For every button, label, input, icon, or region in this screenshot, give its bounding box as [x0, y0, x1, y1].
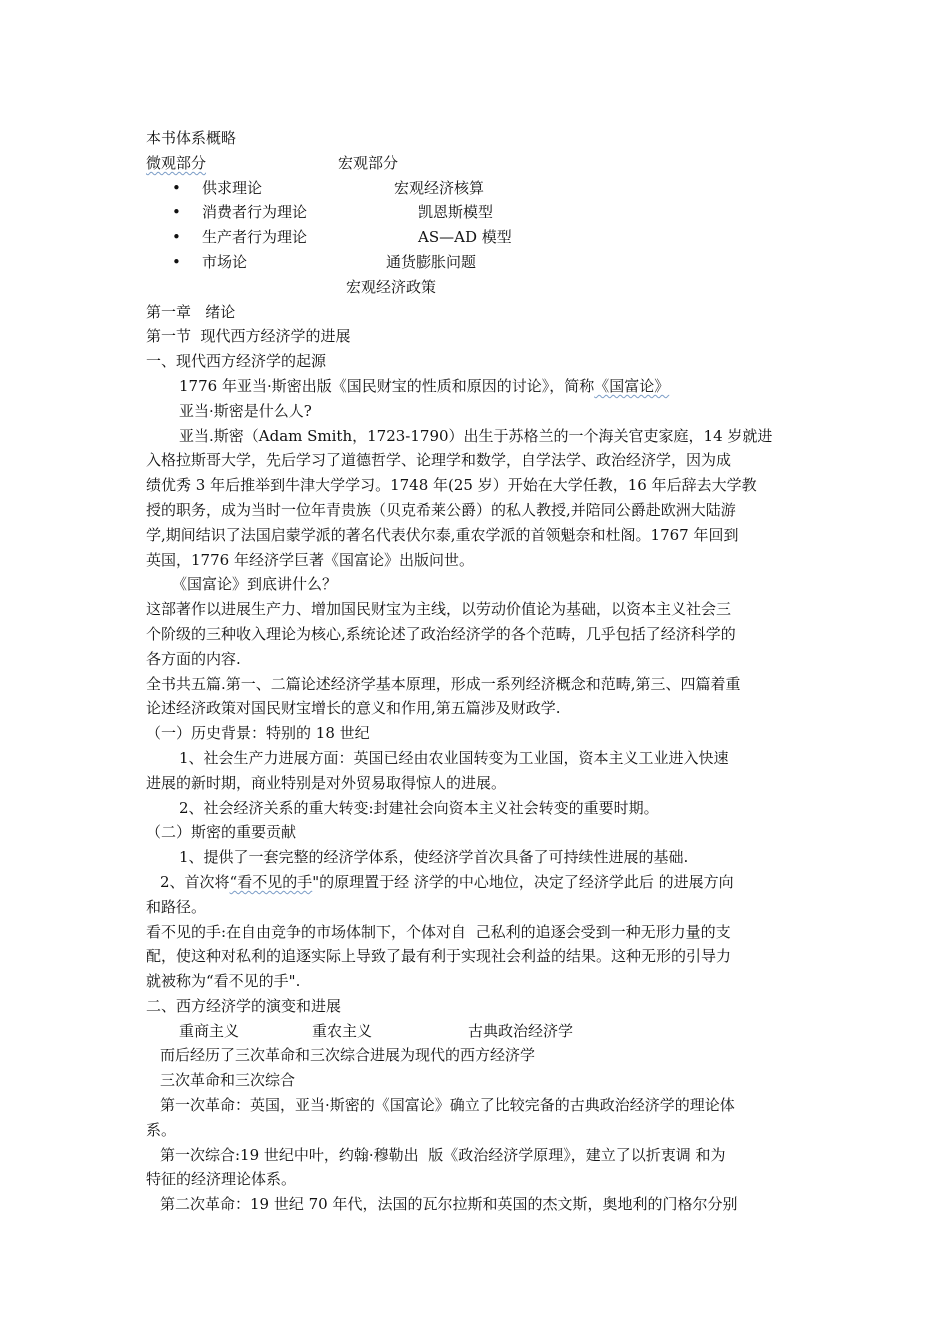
macro-heading: 宏观部分 [338, 153, 399, 172]
macro-item: 通货膨胀问题 [386, 252, 477, 271]
overview-headings [146, 151, 810, 176]
paragraph-line: 全书共五篇.第一、二篇论述经济学基本原理，形成一系列经济概念和范畴,第三、四篇着重 [146, 674, 741, 693]
paragraph-line: 系。 [146, 1120, 177, 1139]
part1-heading: 一、现代西方经济学的起源 [146, 352, 327, 371]
paragraph-line: 进展的新时期，商业特别是对外贸易取得惊人的进展。 [146, 773, 507, 792]
overview-row [146, 176, 810, 201]
paragraph-line: 这部著作以进展生产力、增加国民财宝为主线，以劳动价值论为基础，以资本主义社会三 [146, 600, 732, 619]
paragraph-line: 授的职务，成为当时一位年青贵族（贝克希莱公爵）的私人教授,并陪同公爵赴欧洲大陆游 [146, 500, 736, 519]
revolution-1 [146, 1093, 810, 1143]
overview-row [146, 200, 810, 225]
structure-paragraph [146, 672, 810, 722]
contribution-point-2-cont: 和路径。 [146, 897, 207, 916]
macro-item: AS—AD 模型 [418, 228, 512, 247]
section-title: 第一节 现代西方经济学的进展 [146, 327, 351, 346]
background-heading: （一）历史背景：特别的 18 世纪 [146, 724, 370, 743]
paragraph-line: 绩优秀 3 年后推举到牛津大学学习。1748 年(25 岁）开始在大学任教，16 年后辞去大学教 [146, 476, 757, 495]
document-page [146, 126, 810, 1217]
bullet-icon: • [172, 228, 181, 247]
contribution-heading: （二）斯密的重要贡献 [146, 823, 297, 842]
synthesis-1 [146, 1143, 810, 1193]
macro-item: 宏观经济核算 [394, 178, 485, 197]
contribution-text: 2、首次将 [160, 872, 230, 891]
evolution-line: 而后经历了三次革命和三次综合进展为现代的西方经济学 [160, 1046, 536, 1065]
paragraph-line: 配，使这种对私利的追逐实际上导致了最有利于实现社会利益的结果。这种无形的引导力 [146, 947, 732, 966]
school-item: 重农主义 [312, 1021, 373, 1040]
paragraph-line: 个阶级的三种收入理论为核心,系统论述了政治经济学的各个范畴，几乎包括了经济科学的 [146, 624, 736, 643]
micro-heading: 微观部分 [146, 153, 207, 172]
paragraph-line: 1、社会生产力进展方面：英国已经由农业国转变为工业国，资本主义工业进入快速 [179, 748, 729, 767]
paragraph-line: 论述经济政策对国民财宝增长的意义和作用,第五篇涉及财政学. [146, 699, 561, 718]
contribution-text: "的原理置于经 济学的中心地位，决定了经济学此后 的进展方向 [312, 872, 734, 891]
paragraph-line: 入格拉斯哥大学，先后学习了道德哲学、论理学和数学，自学法学、政治经济学，因为成 [146, 451, 732, 470]
bio-paragraph [146, 424, 810, 573]
bullet-icon: • [172, 178, 181, 197]
macro-item: 凯恩斯模型 [418, 203, 494, 222]
background-point-2: 2、社会经济关系的重大转变:封建社会向资本主义社会转变的重要时期。 [179, 798, 659, 817]
school-item: 重商主义 [179, 1021, 240, 1040]
invisible-hand-term: “看不见的手 [229, 872, 313, 891]
paragraph-line: 各方面的内容. [146, 649, 241, 668]
intro-text: 1776 年亚当·斯密出版《国民财宝的性质和原因的讨论》，简称 [179, 376, 595, 395]
paragraph-line: 第一次革命：英国，亚当·斯密的《国富论》确立了比较完备的古典政治经济学的理论体 [160, 1096, 735, 1115]
question-line: 亚当·斯密是什么人? [179, 401, 312, 420]
paragraph-line: 看不见的手:在自由竞争的市场体制下，个体对自 己私利的追逐会受到一种无形力量的支 [146, 922, 731, 941]
bullet-icon: • [172, 252, 181, 271]
micro-item: 市场论 [202, 252, 248, 271]
revolution-2: 第二次革命：19 世纪 70 年代，法国的瓦尔拉斯和英国的杰文斯，奥地利的门格尔分别 [160, 1195, 738, 1214]
overview-row [146, 275, 810, 300]
schools-row [146, 1019, 810, 1044]
content-paragraph [146, 597, 810, 671]
paragraph-line: 就被称为“看不见的手". [146, 972, 301, 991]
bullet-icon: • [172, 203, 181, 222]
contribution-point-1: 1、提供了一套完整的经济学体系，使经济学首次具备了可持续性进展的基础. [179, 848, 689, 867]
micro-item: 消费者行为理论 [202, 203, 308, 222]
part2-heading: 二、西方经济学的演变和进展 [146, 996, 342, 1015]
paragraph-line: 英国，1776 年经济学巨著《国富论》出版问世。 [146, 550, 474, 569]
paragraph-line: 第一次综合:19 世纪中叶，约翰·穆勒出 版《政治经济学原理》，建立了以折衷调 和为 [160, 1145, 726, 1164]
chapter-title: 第一章 绪论 [146, 302, 236, 321]
paragraph-line: 亚当.斯密（Adam Smith，1723-1790）出生于苏格兰的一个海关官吏家庭，14 岁就进 [179, 426, 773, 445]
question-line: 《国富论》到底讲什么？ [172, 575, 338, 594]
school-item: 古典政治经济学 [468, 1021, 574, 1040]
contribution-point-2 [146, 870, 810, 895]
intro-book-title: 《国富论》 [594, 376, 670, 395]
background-point-1 [146, 746, 810, 796]
macro-item: 宏观经济政策 [346, 277, 437, 296]
overview-title: 本书体系概略 [146, 129, 237, 147]
micro-item: 供求理论 [202, 178, 263, 197]
invisible-hand-paragraph [146, 920, 810, 994]
subheading: 三次革命和三次综合 [160, 1071, 296, 1090]
paragraph-line: 学,期间结识了法国启蒙学派的著名代表伏尔泰,重农学派的首领魁奈和杜阁。1767 年回到 [146, 525, 739, 544]
overview-row [146, 225, 810, 250]
overview-row [146, 250, 810, 275]
paragraph-line: 特征的经济理论体系。 [146, 1170, 297, 1189]
micro-item: 生产者行为理论 [202, 228, 308, 247]
intro-line [146, 374, 810, 399]
